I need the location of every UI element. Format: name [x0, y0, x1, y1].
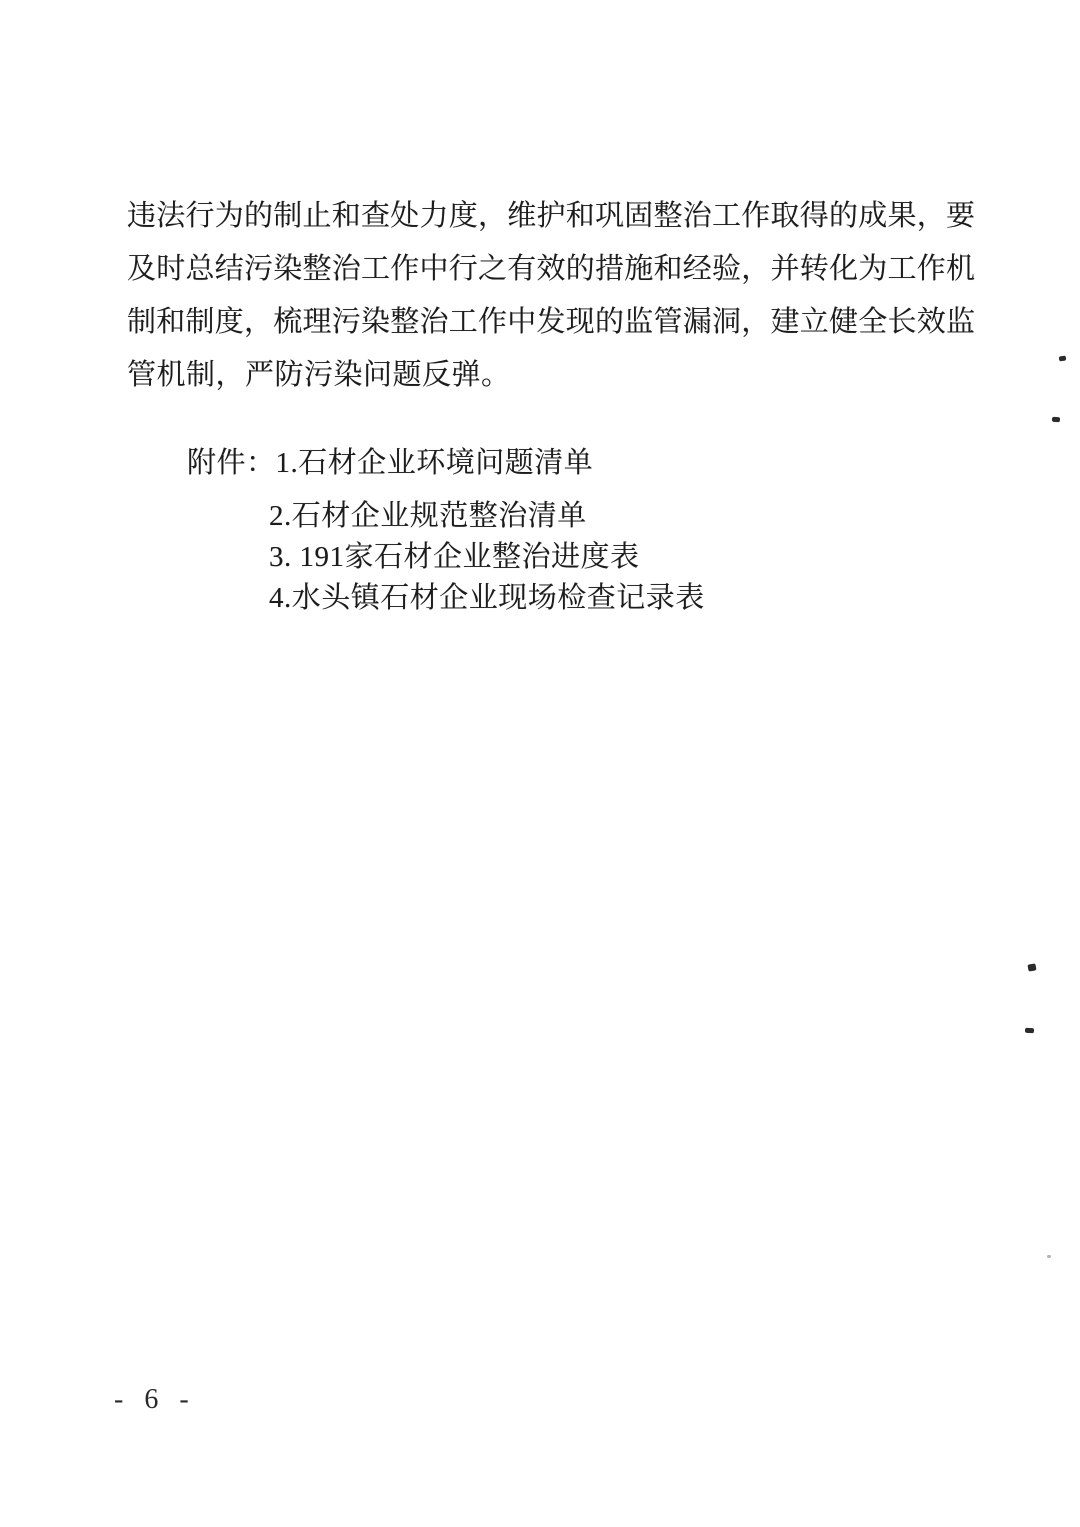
- page-number: - 6 -: [114, 1384, 196, 1415]
- attachments-label: 附件：: [187, 447, 276, 479]
- attachments-row: [187, 446, 593, 480]
- scan-artifact-speck: [1059, 356, 1067, 362]
- attachment-item-3: 3. 191家石材企业整治进度表: [269, 541, 640, 573]
- scan-artifact-speck: [1047, 1255, 1051, 1258]
- attachment-item-4: 4.水头镇石材企业现场检查记录表: [269, 582, 705, 614]
- attachment-item-1: 1.石材企业环境问题清单: [275, 447, 594, 479]
- scan-artifact-speck: [1025, 1028, 1034, 1034]
- scan-artifact-speck: [1052, 417, 1060, 423]
- paragraph-line-4: 管机制，严防污染问题反弹。: [127, 359, 511, 391]
- attachment-item-2: 2.石材企业规范整治清单: [269, 500, 587, 532]
- paragraph-line-1: 违法行为的制止和查处力度，维护和巩固整治工作取得的成果，要: [127, 200, 975, 232]
- paragraph-line-2: 及时总结污染整治工作中行之有效的措施和经验，并转化为工作机: [127, 253, 975, 285]
- body-paragraph: [127, 190, 975, 402]
- paragraph-line-3: 制和制度，梳理污染整治工作中发现的监管漏洞，建立健全长效监: [127, 306, 975, 338]
- scan-artifact-speck: [1027, 963, 1036, 971]
